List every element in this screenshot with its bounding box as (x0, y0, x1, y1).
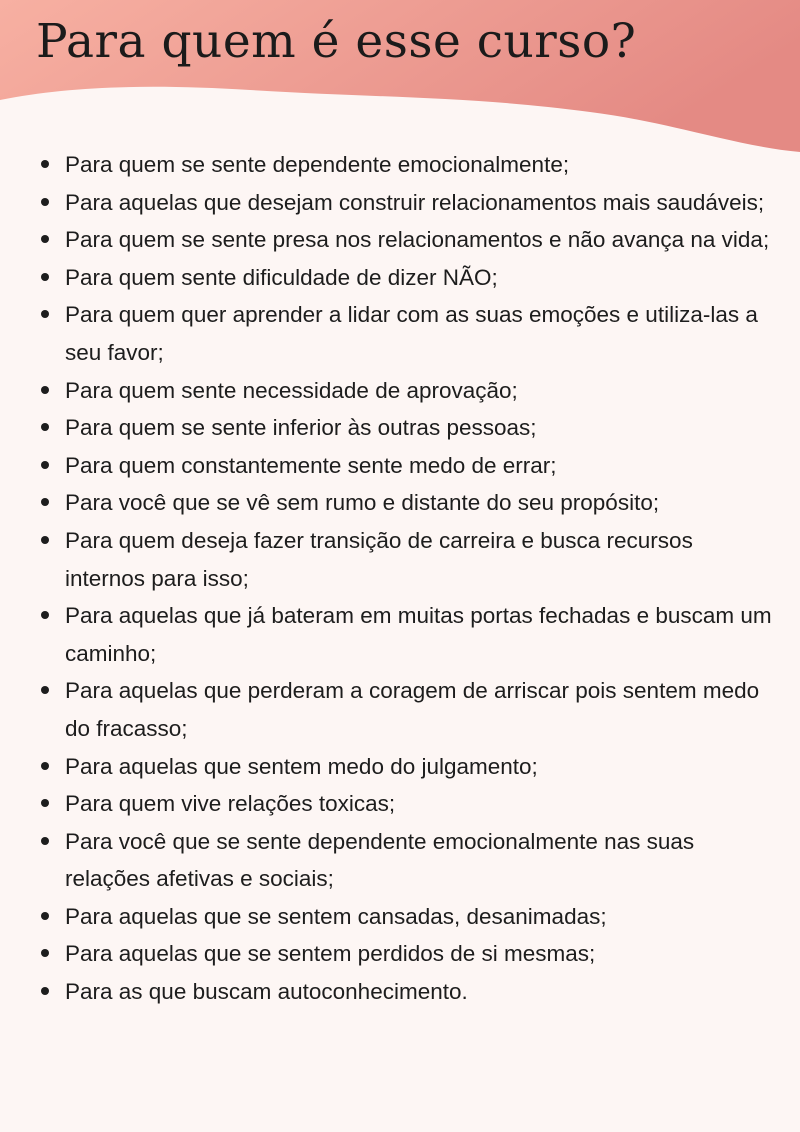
bullet-dot-icon (41, 386, 49, 394)
list-item (40, 597, 775, 672)
bullet-dot-icon (41, 536, 49, 544)
list-item (40, 522, 775, 597)
bullet-dot-icon (41, 949, 49, 957)
list-item-text: Para aquelas que se sentem cansadas, desanimadas; (65, 903, 607, 929)
bullet-dot-icon (41, 686, 49, 694)
list-item-text: Para você que se sente dependente emocionalmente nas suas relações afetivas e sociais; (65, 828, 695, 892)
list-item (40, 184, 775, 222)
audience-bullet-list (40, 146, 775, 1011)
list-item-text: Para quem quer aprender a lidar com as suas emoções e utiliza-las a seu favor; (65, 302, 758, 365)
bullet-dot-icon (41, 987, 49, 995)
list-item (40, 935, 775, 973)
list-item-text: Para quem sente necessidade de aprovação; (65, 377, 518, 403)
list-item-text: Para quem constantemente sente medo de errar; (65, 452, 557, 478)
list-item (40, 221, 775, 259)
list-item (40, 146, 775, 184)
list-item (40, 748, 775, 786)
list-item-text: Para quem sente dificuldade de dizer NÃO; (65, 264, 498, 290)
bullet-dot-icon (41, 498, 49, 506)
list-item-text: Para aquelas que perderam a coragem de arriscar pois sentem medo do fracasso; (65, 678, 760, 741)
list-item (40, 447, 775, 485)
list-item (40, 973, 775, 1011)
list-item-text: Para quem vive relações toxicas; (65, 791, 396, 817)
list-item-text: Para as que buscam autoconhecimento. (65, 979, 468, 1005)
bullet-dot-icon (41, 762, 49, 770)
bullet-dot-icon (41, 611, 49, 619)
bullet-dot-icon (41, 160, 49, 168)
bullet-dot-icon (41, 235, 49, 243)
list-item-text: Para quem se sente presa nos relacionamentos e não avança na vida; (65, 227, 770, 253)
list-item (40, 259, 775, 297)
list-item-text: Para quem se sente inferior às outras pessoas; (65, 415, 537, 441)
list-item-text: Para aquelas que já bateram em muitas portas fechadas e buscam um caminho; (65, 603, 772, 666)
list-item-text: Para quem se sente dependente emocionalmente; (65, 152, 570, 177)
page-title: Para quem é esse curso? (36, 14, 637, 69)
list-item-text: Para aquelas que desejam construir relacionamentos mais saudáveis; (65, 189, 765, 215)
bullet-dot-icon (41, 799, 49, 807)
list-item (40, 898, 775, 936)
list-item (40, 823, 775, 898)
list-item-text: Para aquelas que sentem medo do julgamento; (65, 753, 538, 779)
bullet-dot-icon (41, 273, 49, 281)
list-item (40, 484, 775, 522)
bullet-dot-icon (41, 912, 49, 920)
bullet-dot-icon (41, 461, 49, 469)
list-item (40, 372, 775, 410)
list-item (40, 409, 775, 447)
bullet-dot-icon (41, 837, 49, 845)
list-item (40, 785, 775, 823)
bullet-dot-icon (41, 198, 49, 206)
bullet-dot-icon (41, 310, 49, 318)
list-item-text: Para aquelas que se sentem perdidos de si mesmas; (65, 941, 596, 967)
list-item-text: Para quem deseja fazer transição de carreira e busca recursos internos para isso; (65, 527, 693, 591)
list-item-text: Para você que se vê sem rumo e distante do seu propósito; (65, 490, 660, 516)
bullet-dot-icon (41, 423, 49, 431)
list-item (40, 672, 775, 747)
list-item (40, 296, 775, 371)
